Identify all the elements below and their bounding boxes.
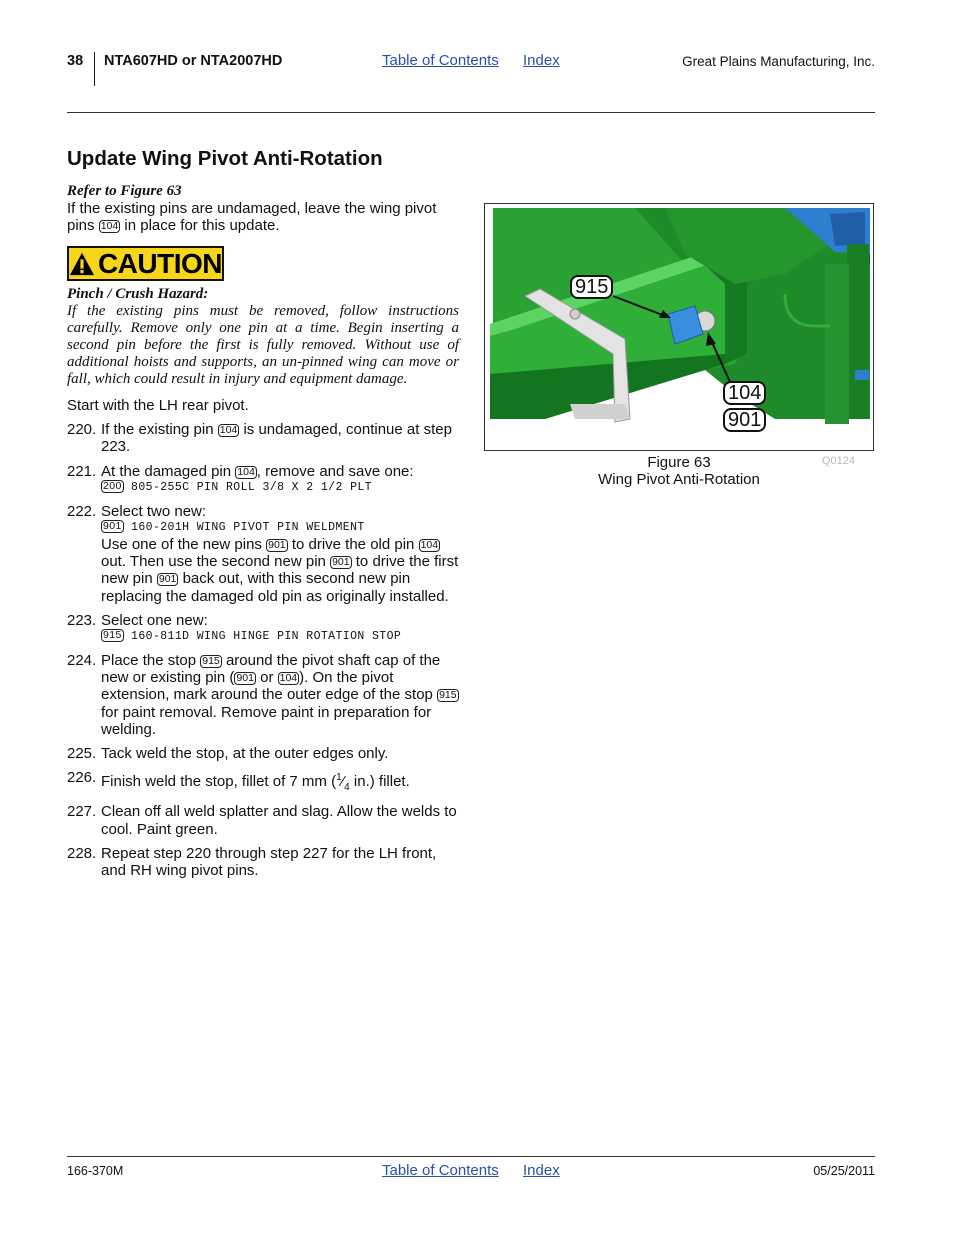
doc-number: 166-370M xyxy=(67,1164,124,1178)
intro-block xyxy=(67,183,459,234)
ref-badge: 104 xyxy=(237,465,255,478)
model-title: NTA607HD or NTA2007HD xyxy=(104,53,283,69)
footer-toc-link[interactable]: Table of Contents xyxy=(382,1162,499,1179)
hazard-block xyxy=(67,286,459,388)
step-222-detail: Use one of the new pins 901 to drive the old pin 104 out. Then use the second new pin 901 to drive the first new pin 901 back out, with this second new pin replacing the damaged old pin as originally installed. xyxy=(101,536,459,605)
part-line: 901 160-201H WING PIVOT PIN WELDMENT xyxy=(103,520,365,535)
step-224: 224. Place the stop 915 around the pivot shaft cap of the new or existing pin ( 901 or 104 ). On the pivot extension, mark around the outer edge of the stop 915 for paint removal. Remove paint in preparation for welding. xyxy=(67,652,457,738)
step-220: 220. If the existing pin 104 is undamaged, continue at step 223. xyxy=(67,421,452,456)
step-223: 223. Select one new: 915 160-811D WING HINGE PIN ROTATION STOP xyxy=(67,612,459,645)
ref-badge: 104 xyxy=(100,220,119,233)
steps-list xyxy=(67,397,459,879)
footer-index-link[interactable]: Index xyxy=(523,1162,560,1179)
header-index-link[interactable]: Index xyxy=(523,52,560,69)
warning-triangle-icon xyxy=(69,251,95,277)
callout-915: 915 xyxy=(570,275,613,299)
footer-rule xyxy=(67,1156,875,1157)
callout-104: 104 xyxy=(723,381,766,405)
hazard-title: Pinch / Crush Hazard: xyxy=(67,286,209,302)
footer-date: 05/25/2011 xyxy=(813,1164,875,1178)
header-rule xyxy=(67,112,875,113)
caution-text: CAUTION xyxy=(97,247,222,279)
header-divider xyxy=(94,52,95,86)
figure-63 xyxy=(484,203,874,451)
part-line: 915 160-811D WING HINGE PIN ROTATION STOP xyxy=(103,629,402,644)
figure-title: Wing Pivot Anti-Rotation xyxy=(598,471,760,488)
section-title: Update Wing Pivot Anti-Rotation xyxy=(67,147,383,170)
ref-badge: 104 xyxy=(219,424,238,437)
figure-reference: Refer to Figure 63 xyxy=(67,183,182,199)
step-221: 221. At the damaged pin 104 , remove and save one: 200 805-255C PIN ROLL 3/8 X 2 1/2 PLT xyxy=(67,463,459,496)
callout-901: 901 xyxy=(723,408,766,432)
start-text: Start with the LH rear pivot. xyxy=(67,397,249,414)
intro-text: If the existing pins are undamaged, leave the wing pivot pins 104 in place for this update. xyxy=(67,200,437,235)
step-228: 228. Repeat step 220 through step 227 for the LH front, and RH wing pivot pins. xyxy=(67,844,437,880)
part-line: 200 805-255C PIN ROLL 3/8 X 2 1/2 PLT xyxy=(103,479,372,494)
page-number: 38 xyxy=(67,53,84,69)
company-name: Great Plains Manufacturing, Inc. xyxy=(682,54,875,69)
step-222: 222. Select two new: 901 160-201H WING PIVOT PIN WELDMENT Use one of the new pins 901 to drive the old pin 104 out. Then use the second new pin 901 to drive the first new pin 901 back out, with this second new pin replacing the damaged old pin as originally installed. xyxy=(67,502,459,605)
caution-label xyxy=(67,246,224,281)
step-226: 226. Finish weld the stop, fillet of 7 mm ($^1⁄_4$ in.) fillet. xyxy=(67,769,410,794)
step-227: 227. Clean off all weld splatter and slag. Allow the welds to cool. Paint green. xyxy=(67,803,457,838)
figure-code: Q0124 xyxy=(822,455,856,467)
figure-number: Figure 63 xyxy=(647,454,711,471)
step-225: 225. Tack weld the stop, at the outer edges only. xyxy=(67,745,389,763)
header-toc-link[interactable]: Table of Contents xyxy=(382,52,499,69)
hazard-text: If the existing pins must be removed, follow instructions carefully. Remove only one pin at a time. Begin inserting a second pin before the first is fully removed. Without use of additional hoists and supports, an un-pinned wing can move or fall, which could result in injury and equipment damage. xyxy=(67,303,459,387)
wing-pivot-illustration xyxy=(485,204,873,450)
